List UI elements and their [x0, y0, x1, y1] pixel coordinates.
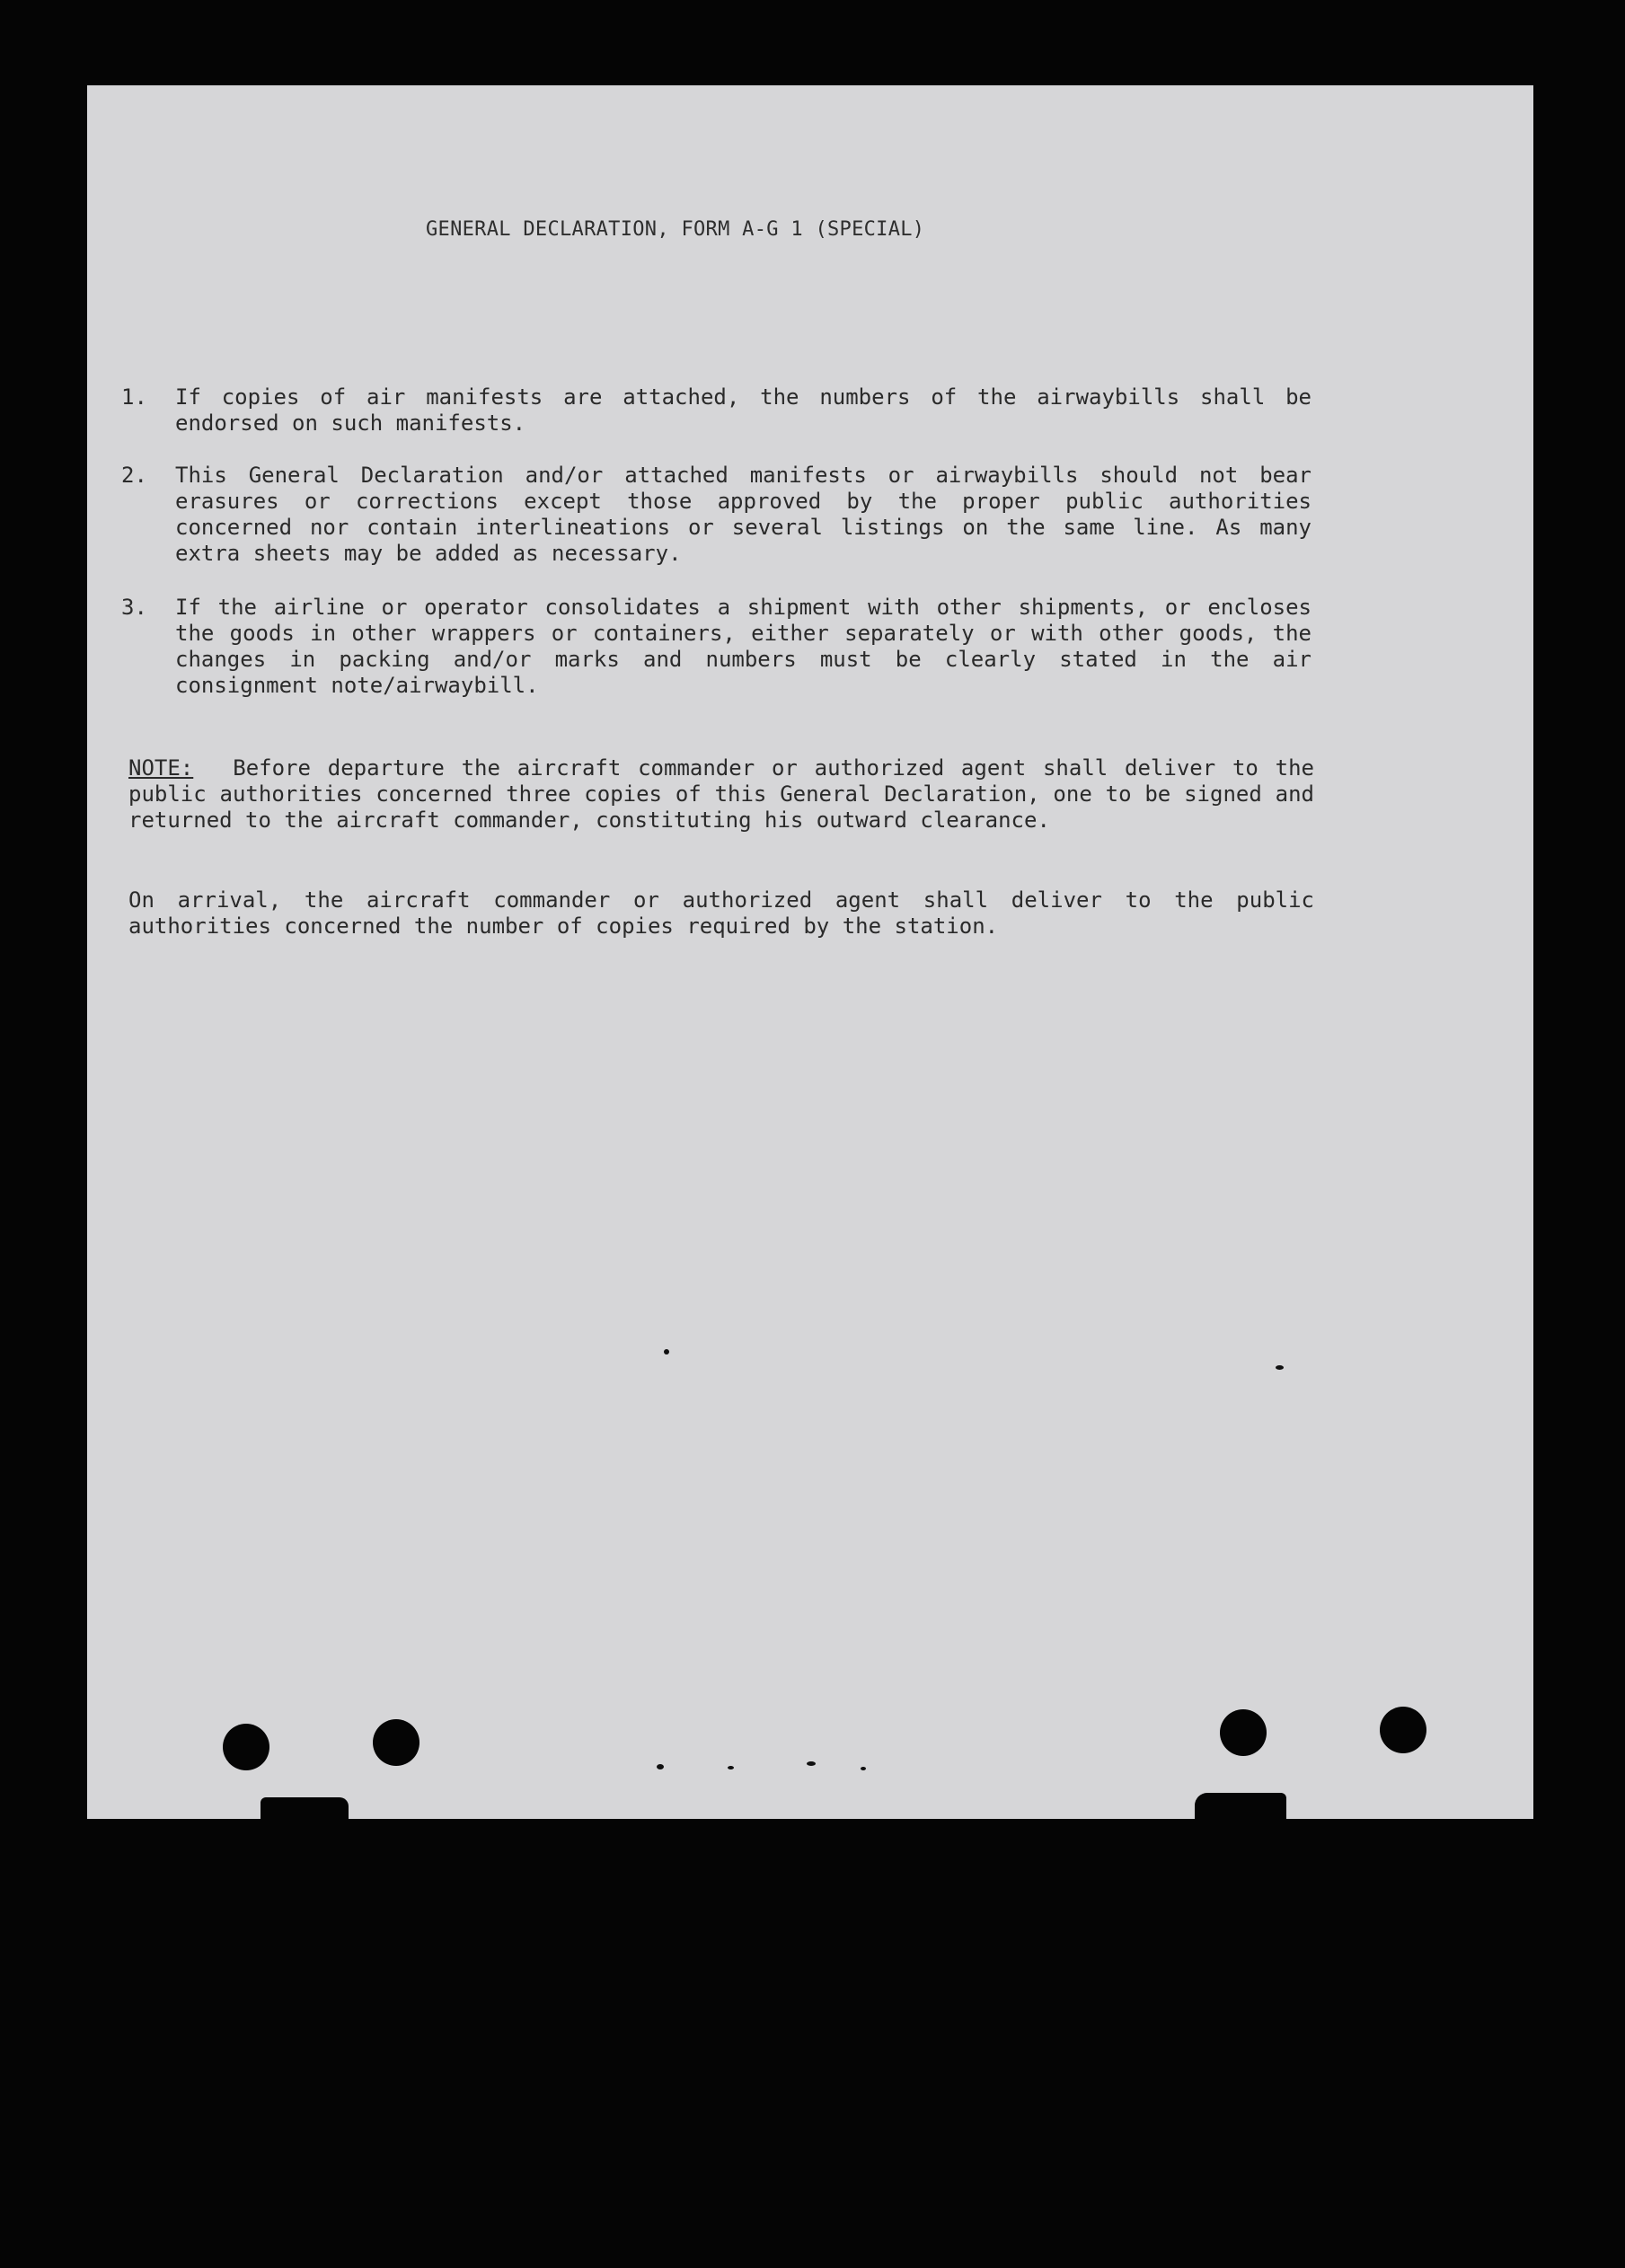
note-label: NOTE: [128, 755, 194, 781]
ink-speck [657, 1764, 664, 1769]
item-number: 1. [121, 384, 147, 410]
punch-hole [1220, 1709, 1267, 1756]
ink-speck [807, 1761, 816, 1766]
item-number: 2. [121, 463, 147, 488]
arrival-paragraph: On arrival, the aircraft commander or authorized agent shall deliver to the public authorities concerned the number of copies required by the station. [128, 887, 1314, 939]
torn-edge [261, 1797, 349, 1822]
punch-hole [1380, 1707, 1426, 1753]
ink-speck [1276, 1365, 1284, 1370]
ink-speck [664, 1349, 669, 1355]
document-page [87, 85, 1533, 1819]
item-text: If copies of air manifests are attached, the numbers of the airwaybills shall be endorsed on such manifests. [175, 384, 1311, 436]
ink-speck [861, 1767, 866, 1770]
note-paragraph [128, 755, 1314, 834]
punch-hole [223, 1724, 269, 1770]
torn-edge [1195, 1793, 1286, 1822]
ink-speck [728, 1766, 734, 1769]
document-title: GENERAL DECLARATION, FORM A-G 1 (SPECIAL) [426, 218, 925, 241]
punch-hole [373, 1719, 419, 1766]
item-text: If the airline or operator consolidates a shipment with other shipments, or encloses the goods in other wrappers or containers, either separately or with other goods, the changes in packing and/or marks and numbers must be clearly stated in the air consignment note/airwaybill. [175, 595, 1311, 698]
note-text: Before departure the aircraft commander or authorized agent shall deliver to the public authorities concerned three copies of this General Declaration, one to be signed and returned to the aircraft commander, constituting his outward clearance. [128, 755, 1314, 833]
item-text: This General Declaration and/or attached manifests or airwaybills should not bear erasures or corrections except those approved by the proper public authorities concerned nor contain interlineations or several listings on the same line. As many extra sheets may be added as necessary. [175, 463, 1311, 566]
item-number: 3. [121, 595, 147, 620]
